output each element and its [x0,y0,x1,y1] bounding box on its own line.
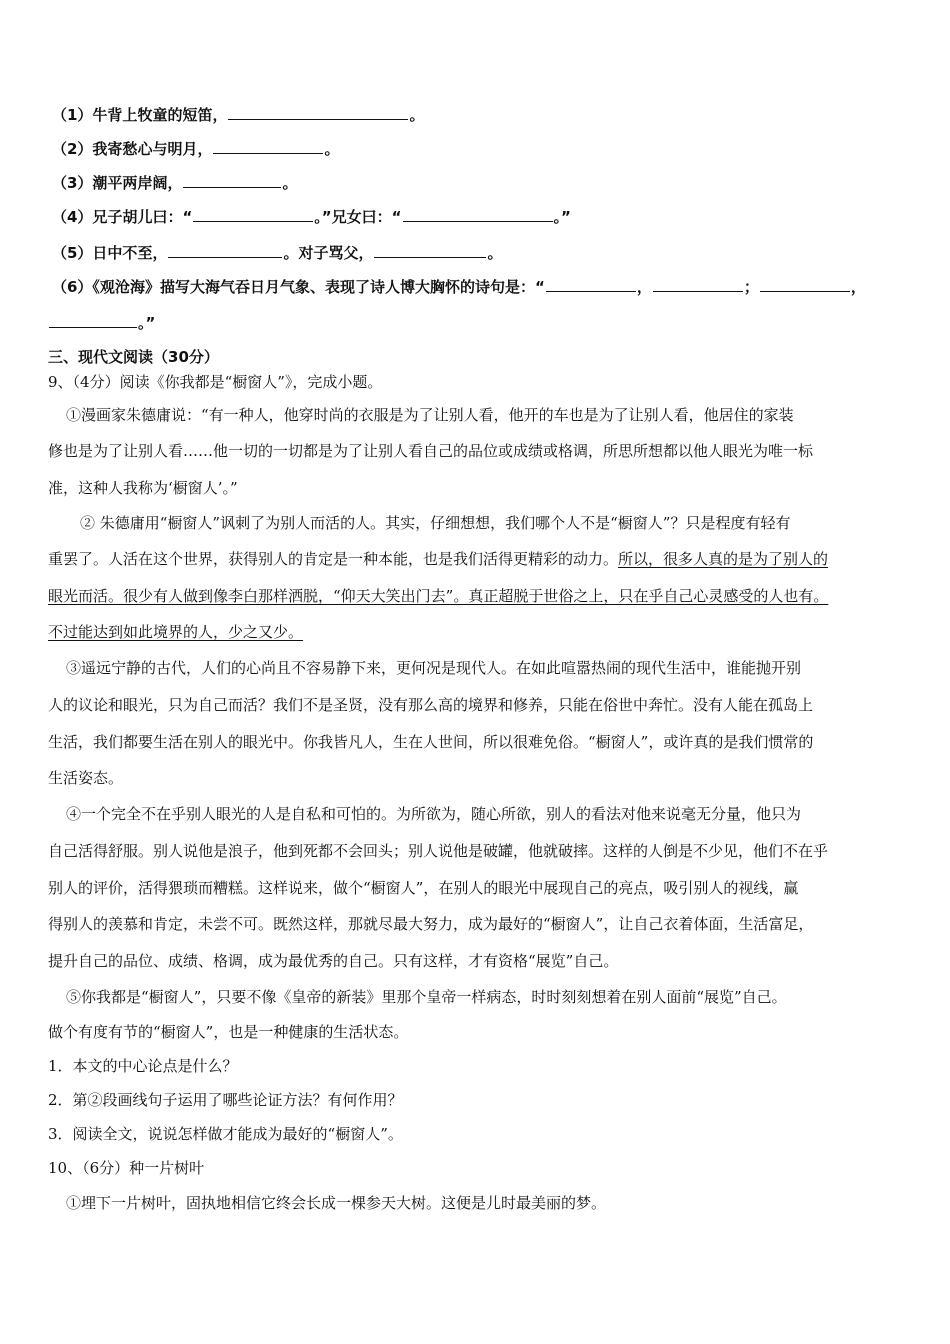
question-10-paragraph: ①埋下一片树叶，固执地相信它终会长成一棵参天大树。这便是儿时最美丽的梦。 [66,1194,607,1212]
paragraph-1-line: 准，这种人我称为‘橱窗人’。” [48,479,238,497]
q6-sep: ； [743,278,759,296]
q5-end: 。 [487,244,503,262]
answer-blank[interactable] [213,152,323,154]
paragraph-2-line: ② 朱德庸用“橱窗人”讽刺了为别人而活的人。其实，仔细想想，我们哪个人不是“橱窗人”？只是程度有轻有 [80,514,791,532]
q1-text: （1）牛背上牧童的短笛， [52,106,228,124]
paragraph-1-line: ①漫画家朱德庸说：“有一种人，他穿时尚的衣服是为了让别人看，他开的车也是为了让别人看，他居住的家装 [66,406,794,424]
fill-blank-q6-cont [48,312,155,333]
q4-end: 。” [553,208,571,226]
q3-text: （3）潮平两岸阔， [52,174,183,192]
fill-blank-q1 [52,104,424,125]
paragraph-3-line: 人的议论和眼光，只为自己而活？我们不是圣贤，没有那么高的境界和修养，只能在俗世中奔忙。没有人能在孤岛上 [48,696,814,714]
sub-question: 3．阅读全文，说说怎样做才能成为最好的“橱窗人”。 [48,1125,403,1143]
q3-end: 。 [282,174,298,192]
question-9-title: 9、（4分）阅读《你我都是“橱窗人”》，完成小题。 [48,373,383,391]
answer-blank[interactable] [49,326,137,328]
underlined-sentence: 眼光而活。很少有人做到像李白那样洒脱，“仰天大笑出门去”。真正超脱于世俗之上，只在乎自己心灵感受的人也有。 [48,587,829,605]
paragraph-2-line [48,548,828,569]
q6-sep: ， [636,278,652,296]
fill-blank-q2 [52,138,339,159]
sub-question: 1．本文的中心论点是什么？ [48,1057,238,1075]
fill-blank-q3 [52,172,297,193]
underlined-sentence: 所以，很多人真的是为了别人的 [618,550,829,568]
fill-blank-q6 [52,276,866,297]
q1-end: 。 [409,106,425,124]
q6-sep: ， [850,278,866,296]
paragraph-4-line: 得别人的羡慕和肯定，未尝不可。既然这样，那就尽最大努力，成为最好的“橱窗人”，让自己衣着体面，生活富足， [48,915,814,933]
paragraph-4-line: 别人的评价，活得猥琐而糟糕。这样说来，做个“橱窗人”，在别人的眼光中展现自己的亮点，吸引别人的视线，赢 [48,879,799,897]
paragraph-4-line: 提升自己的品位、成绩、格调，成为最优秀的自己。只有这样，才有资格“展览”自己。 [48,952,619,970]
answer-blank[interactable] [168,256,282,258]
answer-blank[interactable] [228,118,408,120]
paragraph-3-line: 生活姿态。 [48,769,124,787]
q2-text: （2）我寄愁心与明月， [52,140,213,158]
paragraph-3-line: 生活，我们都要生活在别人的眼光中。你我皆凡人，生在人世间，所以很难免俗。“橱窗人”，或许真的是我们惯常的 [48,733,814,751]
answer-blank[interactable] [653,290,743,292]
fill-blank-q4 [52,206,571,227]
q6-end: 。” [138,314,156,332]
answer-blank[interactable] [193,220,313,222]
section-heading: 三、现代文阅读（30分） [48,348,219,366]
sub-question: 2．第②段画线句子运用了哪些论证方法？有何作用？ [48,1091,403,1109]
answer-blank[interactable] [374,256,486,258]
answer-blank[interactable] [760,290,850,292]
q4-text: （4）兄子胡儿曰：“ [52,208,193,226]
answer-blank[interactable] [403,220,553,222]
paragraph-2-text: 重罢了。人活在这个世界，获得别人的肯定是一种本能，也是我们活得更精彩的动力。 [48,550,619,568]
paragraph-5-line: 做个有度有节的“橱窗人”，也是一种健康的生活状态。 [48,1023,409,1041]
paragraph-4-line: 自己活得舒服。别人说他是浪子，他到死都不会回头；别人说他是破罐，他就破摔。这样的人倒是不少见，他们不在乎 [48,842,829,860]
paragraph-4-line: ④一个完全不在乎别人眼光的人是自私和可怕的。为所欲为，随心所欲，别人的看法对他来说毫无分量，他只为 [66,805,802,823]
q4-mid: 。”兄女曰：“ [314,208,402,226]
q5-text: （5）日中不至， [52,244,168,262]
fill-blank-q5 [52,242,502,263]
underlined-sentence: 不过能达到如此境界的人，少之又少。 [48,623,304,641]
q5-mid: 。对子骂父， [283,244,374,262]
answer-blank[interactable] [546,290,636,292]
paragraph-3-line: ③遥远宁静的古代，人们的心尚且不容易静下来，更何况是现代人。在如此喧嚣热闹的现代生活中，谁能抛开别 [66,659,802,677]
paragraph-5-line: ⑤你我都是“橱窗人”，只要不像《皇帝的新装》里那个皇帝一样病态，时时刻刻想着在别人面前“展览”自己。 [66,988,787,1006]
paragraph-1-line: 修也是为了让别人看……他一切的一切都是为了让别人看自己的品位或成绩或格调，所思所想都以他人眼光为唯一标 [48,442,814,460]
q2-end: 。 [324,140,340,158]
answer-blank[interactable] [183,186,281,188]
question-10-title: 10、（6分）种一片树叶 [48,1159,205,1177]
q6-text: （6）《观沧海》描写大海气吞日月气象、表现了诗人博大胸怀的诗句是：“ [52,278,545,296]
